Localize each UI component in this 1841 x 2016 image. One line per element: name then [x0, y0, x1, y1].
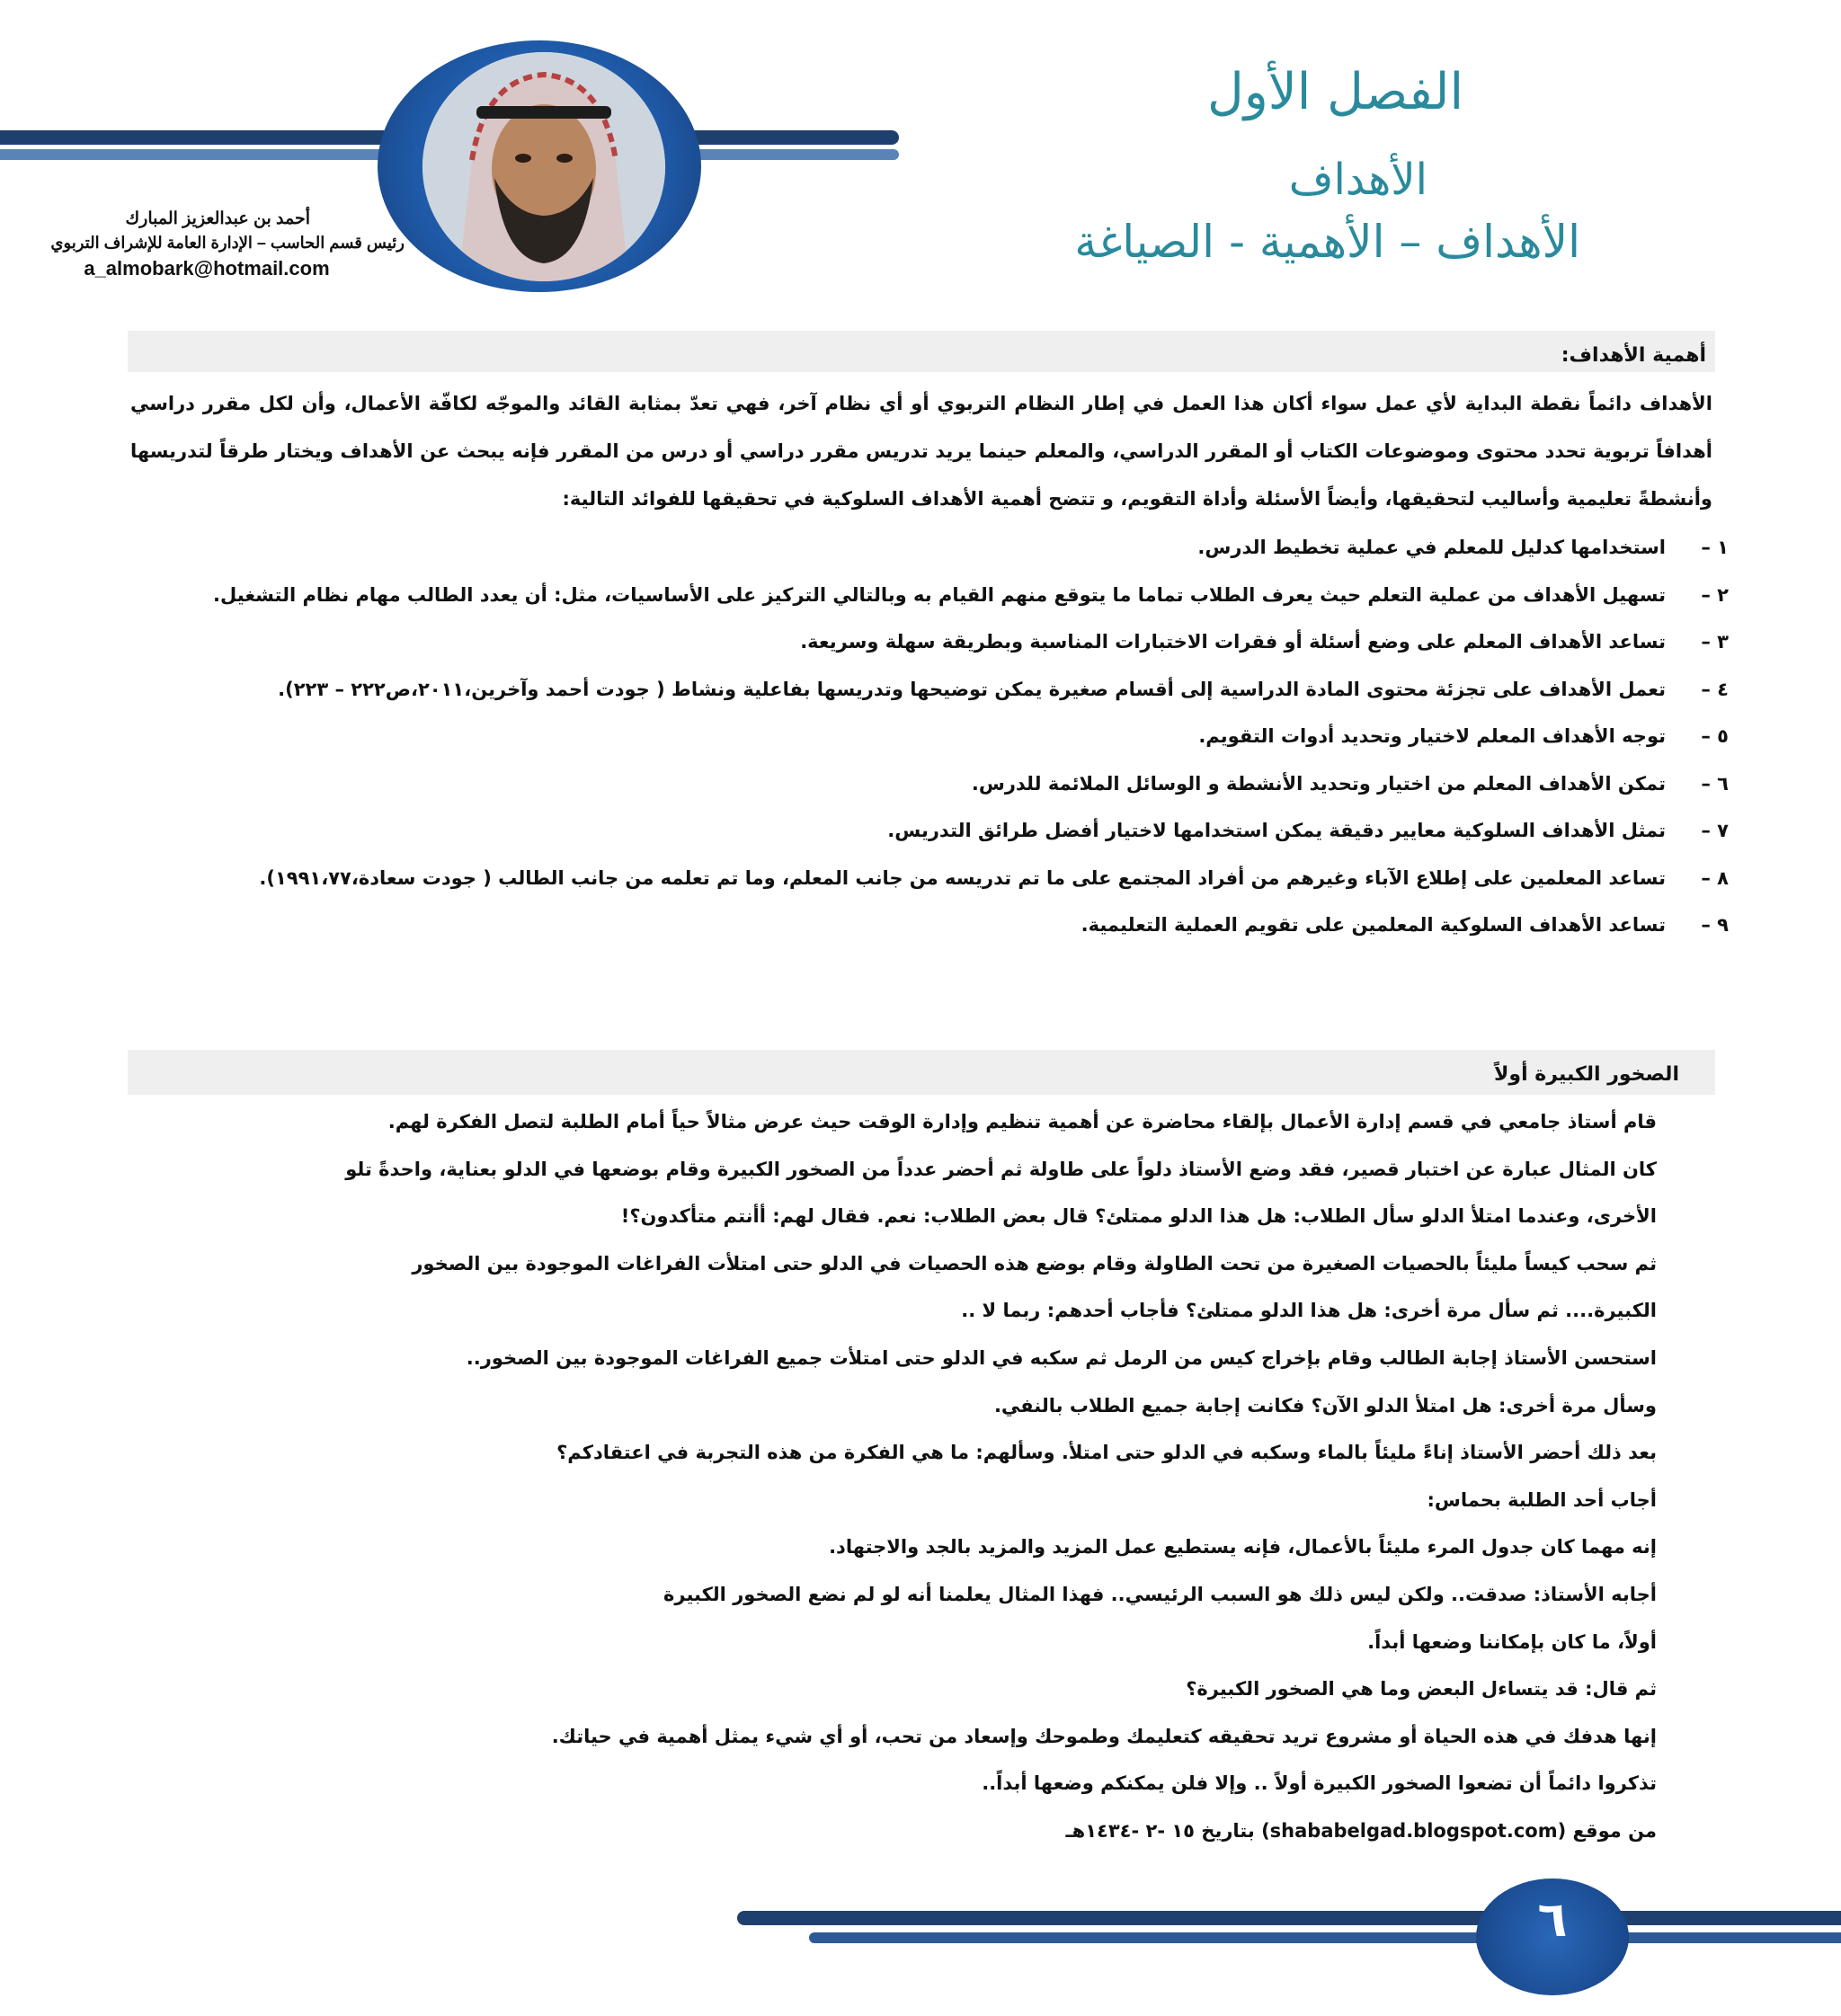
story-line: بعد ذلك أحضر الأستاذ إناءً مليئاً بالماء وسكبه في الدلو حتى امتلأ. وسألهم: ما هي الفكرة من هذه التجربة في اعتقادكم؟ — [556, 1442, 1657, 1464]
list-item: ٦ – تمكن الأهداف المعلم من اختيار وتحديد الأنشطة و الوسائل الملائمة للدرس. — [971, 772, 1729, 795]
author-name: أحمد بن عبدالعزيز المبارك — [125, 209, 310, 228]
story-line: استحسن الأستاذ إجابة الطالب وقام بإخراج كيس من الرمل ثم سكبه في الدلو حتى امتلأت جميع الفراغات الموجودة بين الصخور.. — [466, 1346, 1657, 1369]
list-item: ٤ – تعمل الأهداف على تجزئة محتوى المادة الدراسية إلى أقسام صغيرة يمكن توضيحها وتدريسها بفاعلية ونشاط ( جودت أحمد وآخرين،٢٠١١،ص٢٢٢ – ٢٢٣). — [278, 678, 1729, 700]
story-line: كان المثال عبارة عن اختبار قصير، فقد وضع الأستاذ دلواً على طاولة ثم أحضر عدداً من الصخور الكبيرة وقام بوضعها في الدلو بعناية، واحدةً تلو — [345, 1158, 1657, 1180]
subtitle: الأهداف — [1288, 155, 1427, 205]
list-item: ٨ – تساعد المعلمين على إطلاع الآباء وغيرهم من أفراد المجتمع على ما تم تدريسه من جانب المعلم، وما تم تعلمه من جانب الطالب ( جودت سعادة،١٩٩١،٧٧). — [259, 866, 1729, 889]
section-heading-big-rocks: الصخور الكبيرة أولاً — [128, 1050, 1715, 1095]
story-line: تذكروا دائماً أن تضعوا الصخور الكبيرة أولاً .. وإلا فلن يمكنكم وضعها أبداً.. — [982, 1772, 1657, 1795]
list-item: ١ – استخدامها كدليل للمعلم في عملية تخطيط الدرس. — [1197, 537, 1729, 558]
story-line: وسأل مرة أخرى: هل امتلأ الدلو الآن؟ فكانت إجابة جميع الطلاب بالنفي. — [993, 1394, 1657, 1417]
story-line: الكبيرة.... ثم سأل مرة أخرى: هل هذا الدلو ممتلئ؟ فأجاب أحدهم: ربما لا .. — [961, 1300, 1657, 1322]
portrait-image — [422, 52, 665, 281]
story-line: ثم سحب كيساً مليئاً بالحصيات الصغيرة من تحت الطاولة وقام بوضع هذه الحصيات في الدلو حتى امتلأت الفراغات الموجودة بين الصخور — [412, 1252, 1657, 1274]
section-heading-importance: أهمية الأهداف: — [128, 331, 1715, 372]
chapter-title: الفصل الأول — [1207, 63, 1463, 121]
intro-paragraph: الأهداف دائماً نقطة البداية لأي عمل سواء أكان هذا العمل في إطار النظام التربوي أو أي نظام آخر، فهي تعدّ بمثابة القائد والموجّه لكافّة الأعمال، وأن لكل مقرر دراسي أهدافاً تربوية تحدد محتوى وموضوعات الكتاب أو المقرر الدراسي، والمعلم حينما يريد تدريس مقرر دراسي أو درس من المقرر فإنه يبحث عن الأهداف ويختار طرقاً لتدريسها وأنشطةً تعليمية وأساليب لتحقيقها، وأيضاً الأسئلة وأداة التقويم، و تتضح أهمية الأهداف السلوكية في تحقيقها للفوائد التالية: — [130, 393, 1712, 510]
story-line: إنها هدفك في هذه الحياة أو مشروع تريد تحقيقه كتعليمك وطموحك وإسعاد من تحب، أو أي شيء يمثل أهمية في حياتك. — [551, 1725, 1657, 1747]
author-email: a_almobark@hotmail.com — [84, 257, 330, 280]
story-line: قام أستاذ جامعي في قسم إدارة الأعمال بإلقاء محاضرة عن أهمية تنظيم وإدارة الوقت حيث عرض مثالاً حياً أمام الطلبة لتصل الفكرة لهم. — [387, 1111, 1657, 1132]
list-item: ٥ – توجه الأهداف المعلم لاختيار وتحديد أدوات التقويم. — [1198, 725, 1729, 747]
author-portrait — [422, 52, 665, 281]
story-line: أجاب أحد الطلبة بحماس: — [1427, 1488, 1657, 1511]
story-line: ثم قال: قد يتساءل البعض وما هي الصخور الكبيرة؟ — [1186, 1678, 1657, 1701]
story-text — [129, 1098, 1657, 1855]
page-number: ٦ — [1537, 1891, 1568, 1948]
list-item: ٩ – تساعد الأهداف السلوكية المعلمين على تقويم العملية التعليمية. — [1081, 914, 1729, 936]
story-line: أولاً، ما كان بإمكاننا وضعها أبداً. — [1367, 1630, 1657, 1653]
story-line: أجابه الأستاذ: صدقت.. ولكن ليس ذلك هو السبب الرئيسي.. فهذا المثال يعلمنا أنه لو لم نضع الصخور الكبيرة — [663, 1583, 1657, 1605]
list-item: ٧ – تمثل الأهداف السلوكية معايير دقيقة يمكن استخدامها لاختيار أفضل طرائق التدريس. — [887, 820, 1729, 841]
footer-band-bottom — [809, 1932, 1841, 1943]
story-line: الأخرى، وعندما امتلأ الدلو سأل الطلاب: هل هذا الدلو ممتلئ؟ قال بعض الطلاب: نعم. فقال لهم: أأنتم متأكدون؟! — [620, 1205, 1657, 1228]
topic-line: الأهداف – الأهمية - الصياغة — [1074, 216, 1580, 268]
list-item: ٣ – تساعد الأهداف المعلم على وضع أسئلة أو فقرات الاختبارات المناسبة وبطريقة سهلة وسريعة. — [800, 631, 1729, 653]
story-line: إنه مهما كان جدول المرء مليئاً بالأعمال، فإنه يستطيع عمل المزيد والمزيد بالجد والاجتهاد. — [829, 1536, 1657, 1559]
source-citation: من موقع (shababelgad.blogspot.com) بتاريخ ١٥ -٢ -١٤٣٤هـ — [1065, 1819, 1657, 1842]
footer-band-top — [737, 1911, 1841, 1925]
author-role: رئيس قسم الحاسب – الإدارة العامة للإشراف التربوي — [50, 234, 405, 252]
list-item: ٢ – تسهيل الأهداف من عملية التعلم حيث يعرف الطلاب تماما ما يتوقع منهم القيام به وبالتالي التركيز على الأساسيات، مثل: أن يعدد الطالب مهام نظام التشغيل. — [213, 583, 1729, 606]
benefits-list — [111, 524, 1729, 949]
